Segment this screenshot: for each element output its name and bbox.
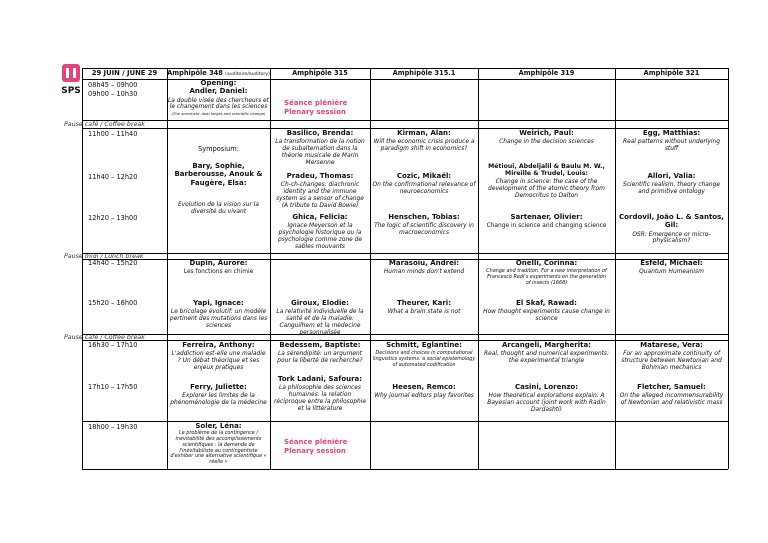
- talk-pradeu: Pradeu, Thomas: Ch-ch-changes: diachronic identity and the immune system as a sensor of change (A tribute to David Bowie): [276, 172, 364, 210]
- room-321: Amphipôle 321: [643, 69, 700, 77]
- talk-el-skaf: El Skaf, Rawad: How thought experiments cause change in science: [483, 299, 610, 323]
- coffee-break-1: Pause café / Coffee break: [64, 121, 145, 128]
- talk-bedessem: Bedessem, Baptiste: La sérendipité: un argument pour la liberté de recherche?: [277, 341, 363, 365]
- plenary-session-evening: Séance plénière Plenary session: [284, 438, 348, 455]
- talk-matarese: Matarese, Vera: For an approximate continuity of structure between Newtonian and Bohmian mechanics: [621, 341, 722, 372]
- talk-theurer: Theurer, Kari: What a brain state is not: [387, 299, 461, 316]
- talk-ferreira: Ferreira, Anthony: L'addiction est-elle une maladie ? Un débat théorique et ses enjeux pratiques: [171, 341, 266, 372]
- talk-marasoiu: Marasoiu, Andrei: Human minds don't extend: [383, 259, 465, 276]
- slot-1710: 17h10 – 17h50: [88, 383, 138, 391]
- slot-1520: 15h20 – 16h00: [88, 299, 138, 307]
- talk-casini: Casini, Lorenzo: How theoretical explorations explain. A Bayesian account (joint work with Radin Dardashti): [487, 383, 606, 414]
- talk-schmitt: Schmitt, Eglantine: Decisions and choices in computational linguistics systems: a social epistemology of automated codification: [372, 341, 476, 368]
- talk-giroux: Giroux, Elodie: La relativité individuelle de la santé et de la maladie: Canguilhem et la médecine personnalisée: [276, 299, 364, 337]
- room-315: Amphipôle 315: [292, 69, 348, 77]
- symposium-label: Symposium:: [198, 145, 239, 153]
- coffee-break-2: Pause café / Coffee break: [64, 334, 145, 341]
- slot-1100: 11h00 – 11h40: [88, 130, 138, 138]
- talk-weirich: Weirich, Paul: Change in the decision sciences: [499, 129, 594, 146]
- slot-1630: 16h30 – 17h10: [88, 341, 138, 349]
- talk-soler: Soler, Léna: Le problème de la contingence / inévitabilité des accomplissements scientifiques : la demande de l'inévitabiliste au contingentiste d'exhiber une alternative scientifique « réelle »: [170, 422, 267, 466]
- talk-egg: Egg, Matthias: Real patterns without underlying stuff: [622, 129, 721, 153]
- talk-esfeld: Esfeld, Michael: Quantum Humeanism: [639, 259, 704, 276]
- logo-mark-icon: [60, 62, 82, 84]
- slot-1800: 18h00 – 19h30: [88, 423, 138, 431]
- talk-ferry: Ferry, Juliette: Explorer les limites de la phénoménologie de la médecine: [170, 383, 267, 407]
- logo-text: SPS: [61, 86, 81, 96]
- opening-block: Opening: Andler, Daniel: La double visée des chercheurs et le changement dans les sciences (The scientists' dual target and scientific change): [168, 79, 269, 117]
- room-319: Amphipôle 319: [518, 69, 575, 77]
- talk-yapi: Yapi, Ignace: Le bricolage évolutif: un modèle pertinent des mutations dans les sciences: [169, 299, 268, 330]
- symposium-names: Bary, Sophie, Barberousse, Anouk & Faugère, Elsa:: [174, 162, 263, 187]
- talk-metioui: Métioui, Abdeljalil & Baulu M. W., Mireille & Trudel, Louis: Change in science: the case of the development of the atomic theory from Democritus to Dalton: [488, 163, 605, 199]
- talk-dupin: Dupin, Aurore: Les fonctions en chimie: [183, 259, 254, 276]
- talk-ghica: Ghica, Felicia: Ignace Meyerson et la psychologie historique ou la psychologie comme zone de sables mouvants: [277, 213, 363, 251]
- talk-cordovil: Cordovil, João L. & Santos, Gil: OSR: Emergence or micro-physicalism?: [619, 213, 724, 245]
- slot-1140: 11h40 – 12h20: [88, 173, 138, 181]
- room-315-1: Amphipôle 315.1: [392, 69, 456, 77]
- talk-henschen: Henschen, Tobias: The logic of scientific discovery in macroeconomics: [374, 213, 474, 237]
- talk-cozic: Cozic, Mikaël: On the confirmational relevance of neuroeconomics: [372, 172, 476, 196]
- slot-0845: 08h45 – 09h00: [88, 81, 138, 89]
- slot-1440: 14h40 – 15h20: [88, 259, 138, 267]
- talk-fletcher: Fletcher, Samuel: On the alleged incommensurability of Newtonian and relativistic mass: [619, 383, 724, 407]
- talk-kirman: Kirman, Alan: Will the economic crisis produce a paradigm shift in economics?: [373, 129, 475, 153]
- plenary-session-morning: Séance plénière Plenary session: [284, 99, 348, 116]
- symposium-talk: Evolution de la vision sur la diversité du vivant: [177, 202, 260, 215]
- talk-sartenaer: Sartenaer, Olivier: Change in science and changing science: [486, 213, 607, 230]
- talk-allori: Allori, Valia: Scientific realism, theory change and primitive ontology: [622, 172, 721, 196]
- slot-1220: 12h20 – 13h00: [88, 214, 138, 222]
- talk-basilico: Basilico, Brenda: La transformation de la notion de subalternation dans la théorie musicale de Marin Mersenne: [275, 129, 365, 167]
- talk-heesen: Heesen, Remco: Why journal editors play favorites: [374, 383, 474, 400]
- sps-logo: [60, 62, 82, 98]
- talk-arcangeli: Arcangeli, Margherita: Real, thought and numerical experiments: the experimental triangle: [484, 341, 609, 365]
- room-348: Amphipôle 348 (auditoire/auditory): [167, 69, 270, 77]
- slot-0900: 09h00 – 10h30: [88, 90, 138, 98]
- header-date: 29 JUIN / JUNE 29: [91, 69, 158, 77]
- lunch-break: Pause midi / Lunch break: [64, 253, 144, 260]
- talk-onelli: Onelli, Corinna: Change and tradition. For a new interpretation of Francesco Redi's experiments on the generation of insects (1668): [486, 259, 607, 286]
- talk-tork-ladani: Tork Ladani, Safoura: La philosophie des sciences humaines: la relation réciproque entre la philosophie et la littérature: [273, 375, 367, 413]
